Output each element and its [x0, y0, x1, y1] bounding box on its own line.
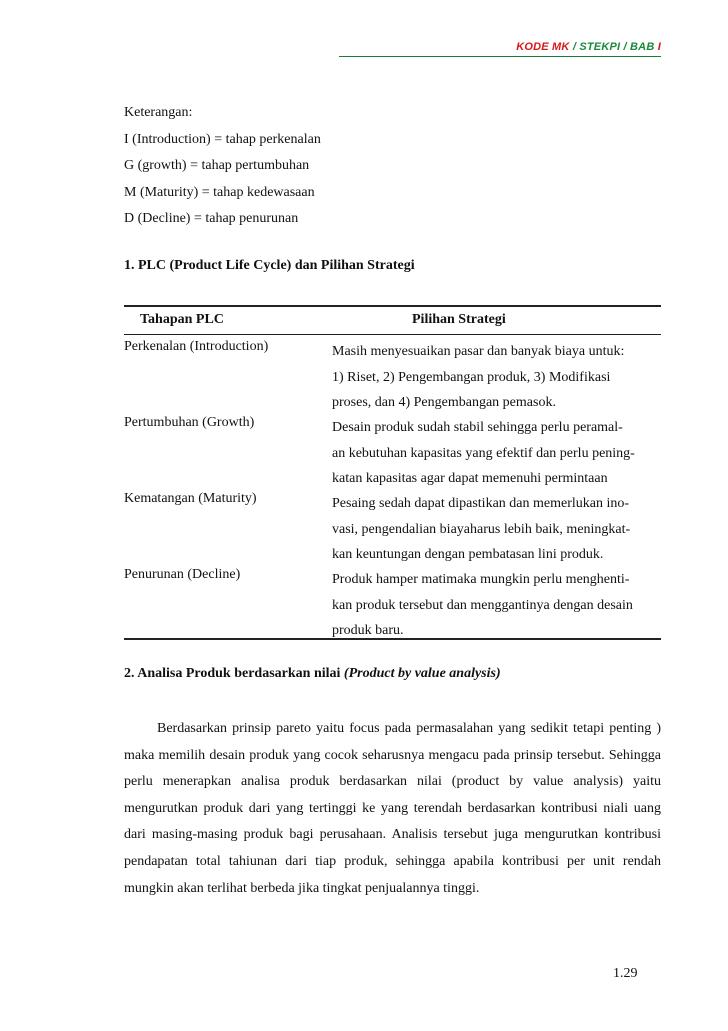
legend-title: Keterangan:	[124, 105, 193, 120]
stage-cell: Perkenalan (Introduction)	[124, 339, 269, 354]
strategy-cell	[332, 415, 662, 492]
strategy-line: proses, dan 4) Pengembangan pemasok.	[332, 395, 556, 410]
header-course-code: KODE MK	[516, 41, 570, 53]
strategy-line: Desain produk sudah stabil sehingga perlu peramal-	[332, 420, 623, 435]
strategy-line: kan produk tersebut dan menggantinya dengan desain	[332, 597, 633, 613]
stage-cell: Pertumbuhan (Growth)	[124, 415, 255, 430]
header-rule	[339, 56, 661, 57]
strategy-cell	[332, 567, 662, 644]
strategy-cell	[332, 491, 662, 568]
strategy-line: kan keuntungan dengan pembatasan lini produk.	[332, 547, 604, 562]
table-header-rule	[124, 334, 661, 335]
body-paragraph	[124, 716, 661, 902]
legend-item: I (Introduction) = tahap perkenalan	[124, 131, 321, 147]
section-1-heading: 1. PLC (Product Life Cycle) dan Pilihan Strategi	[124, 258, 415, 273]
table-header-stage: Tahapan PLC	[140, 312, 224, 327]
legend-item: D (Decline) = tahap penurunan	[124, 211, 299, 226]
header-institution: / STEKPI / BAB	[569, 41, 655, 53]
strategy-line: Produk hamper matimaka mungkin perlu menghenti-	[332, 572, 630, 587]
stage-cell: Penurunan (Decline)	[124, 567, 241, 582]
strategy-line: Masih menyesuaikan pasar dan banyak biaya untuk:	[332, 344, 625, 359]
plc-strategy-table	[124, 305, 661, 639]
running-header	[516, 41, 661, 53]
section-2-heading-text: 2. Analisa Produk berdasarkan nilai	[124, 666, 341, 681]
table-bottom-rule	[124, 638, 661, 640]
header-chapter: I	[657, 41, 661, 53]
strategy-line: an kebutuhan kapasitas yang efektif dan perlu pening-	[332, 445, 635, 461]
section-2-heading-italic: (Product by value analysis)	[343, 666, 501, 681]
legend-item: G (growth) = tahap pertumbuhan	[124, 158, 310, 173]
table-top-rule	[124, 305, 661, 307]
body-paragraph-text: Berdasarkan prinsip pareto yaitu focus pada permasalahan yang sedikit tetapi penting ) maka memilih desain produk yang cocok seharusnya mengacu pada prinsip tersebut. Sehingga perlu menerapkan analisa produk berdasarkan nilai (product by value analysis) yaitu mengurutkan produk dari yang tertinggi ke yang terendah berdasarkan kontribusi niali uang dari masing-masing produk bagi perusahaan. Analisis tersebut juga mengurutkan kontribusi pendapatan total tahiunan dari tiap produk, sehingga apabila kontribusi per unit rendah mungkin akan terlihat berbeda jika tingkat penjualannya tinggi.	[124, 721, 661, 896]
strategy-line: Pesaing sedah dapat dipastikan dan memerlukan ino-	[332, 496, 630, 511]
strategy-line: 1) Riset, 2) Pengembangan produk, 3) Modifikasi	[332, 369, 611, 385]
strategy-line: katan kapasitas agar dapat memenuhi permintaan	[332, 471, 608, 486]
stage-cell: Kematangan (Maturity)	[124, 491, 257, 506]
section-2-heading	[124, 666, 501, 682]
legend	[124, 100, 321, 233]
strategy-cell	[332, 339, 662, 416]
strategy-line: vasi, pengendalian biayaharus lebih baik, meningkat-	[332, 521, 631, 537]
page-number: 1.29	[613, 966, 638, 981]
strategy-line: produk baru.	[332, 623, 404, 638]
table-header-strategy: Pilihan Strategi	[412, 312, 506, 327]
legend-item: M (Maturity) = tahap kedewasaan	[124, 184, 315, 200]
